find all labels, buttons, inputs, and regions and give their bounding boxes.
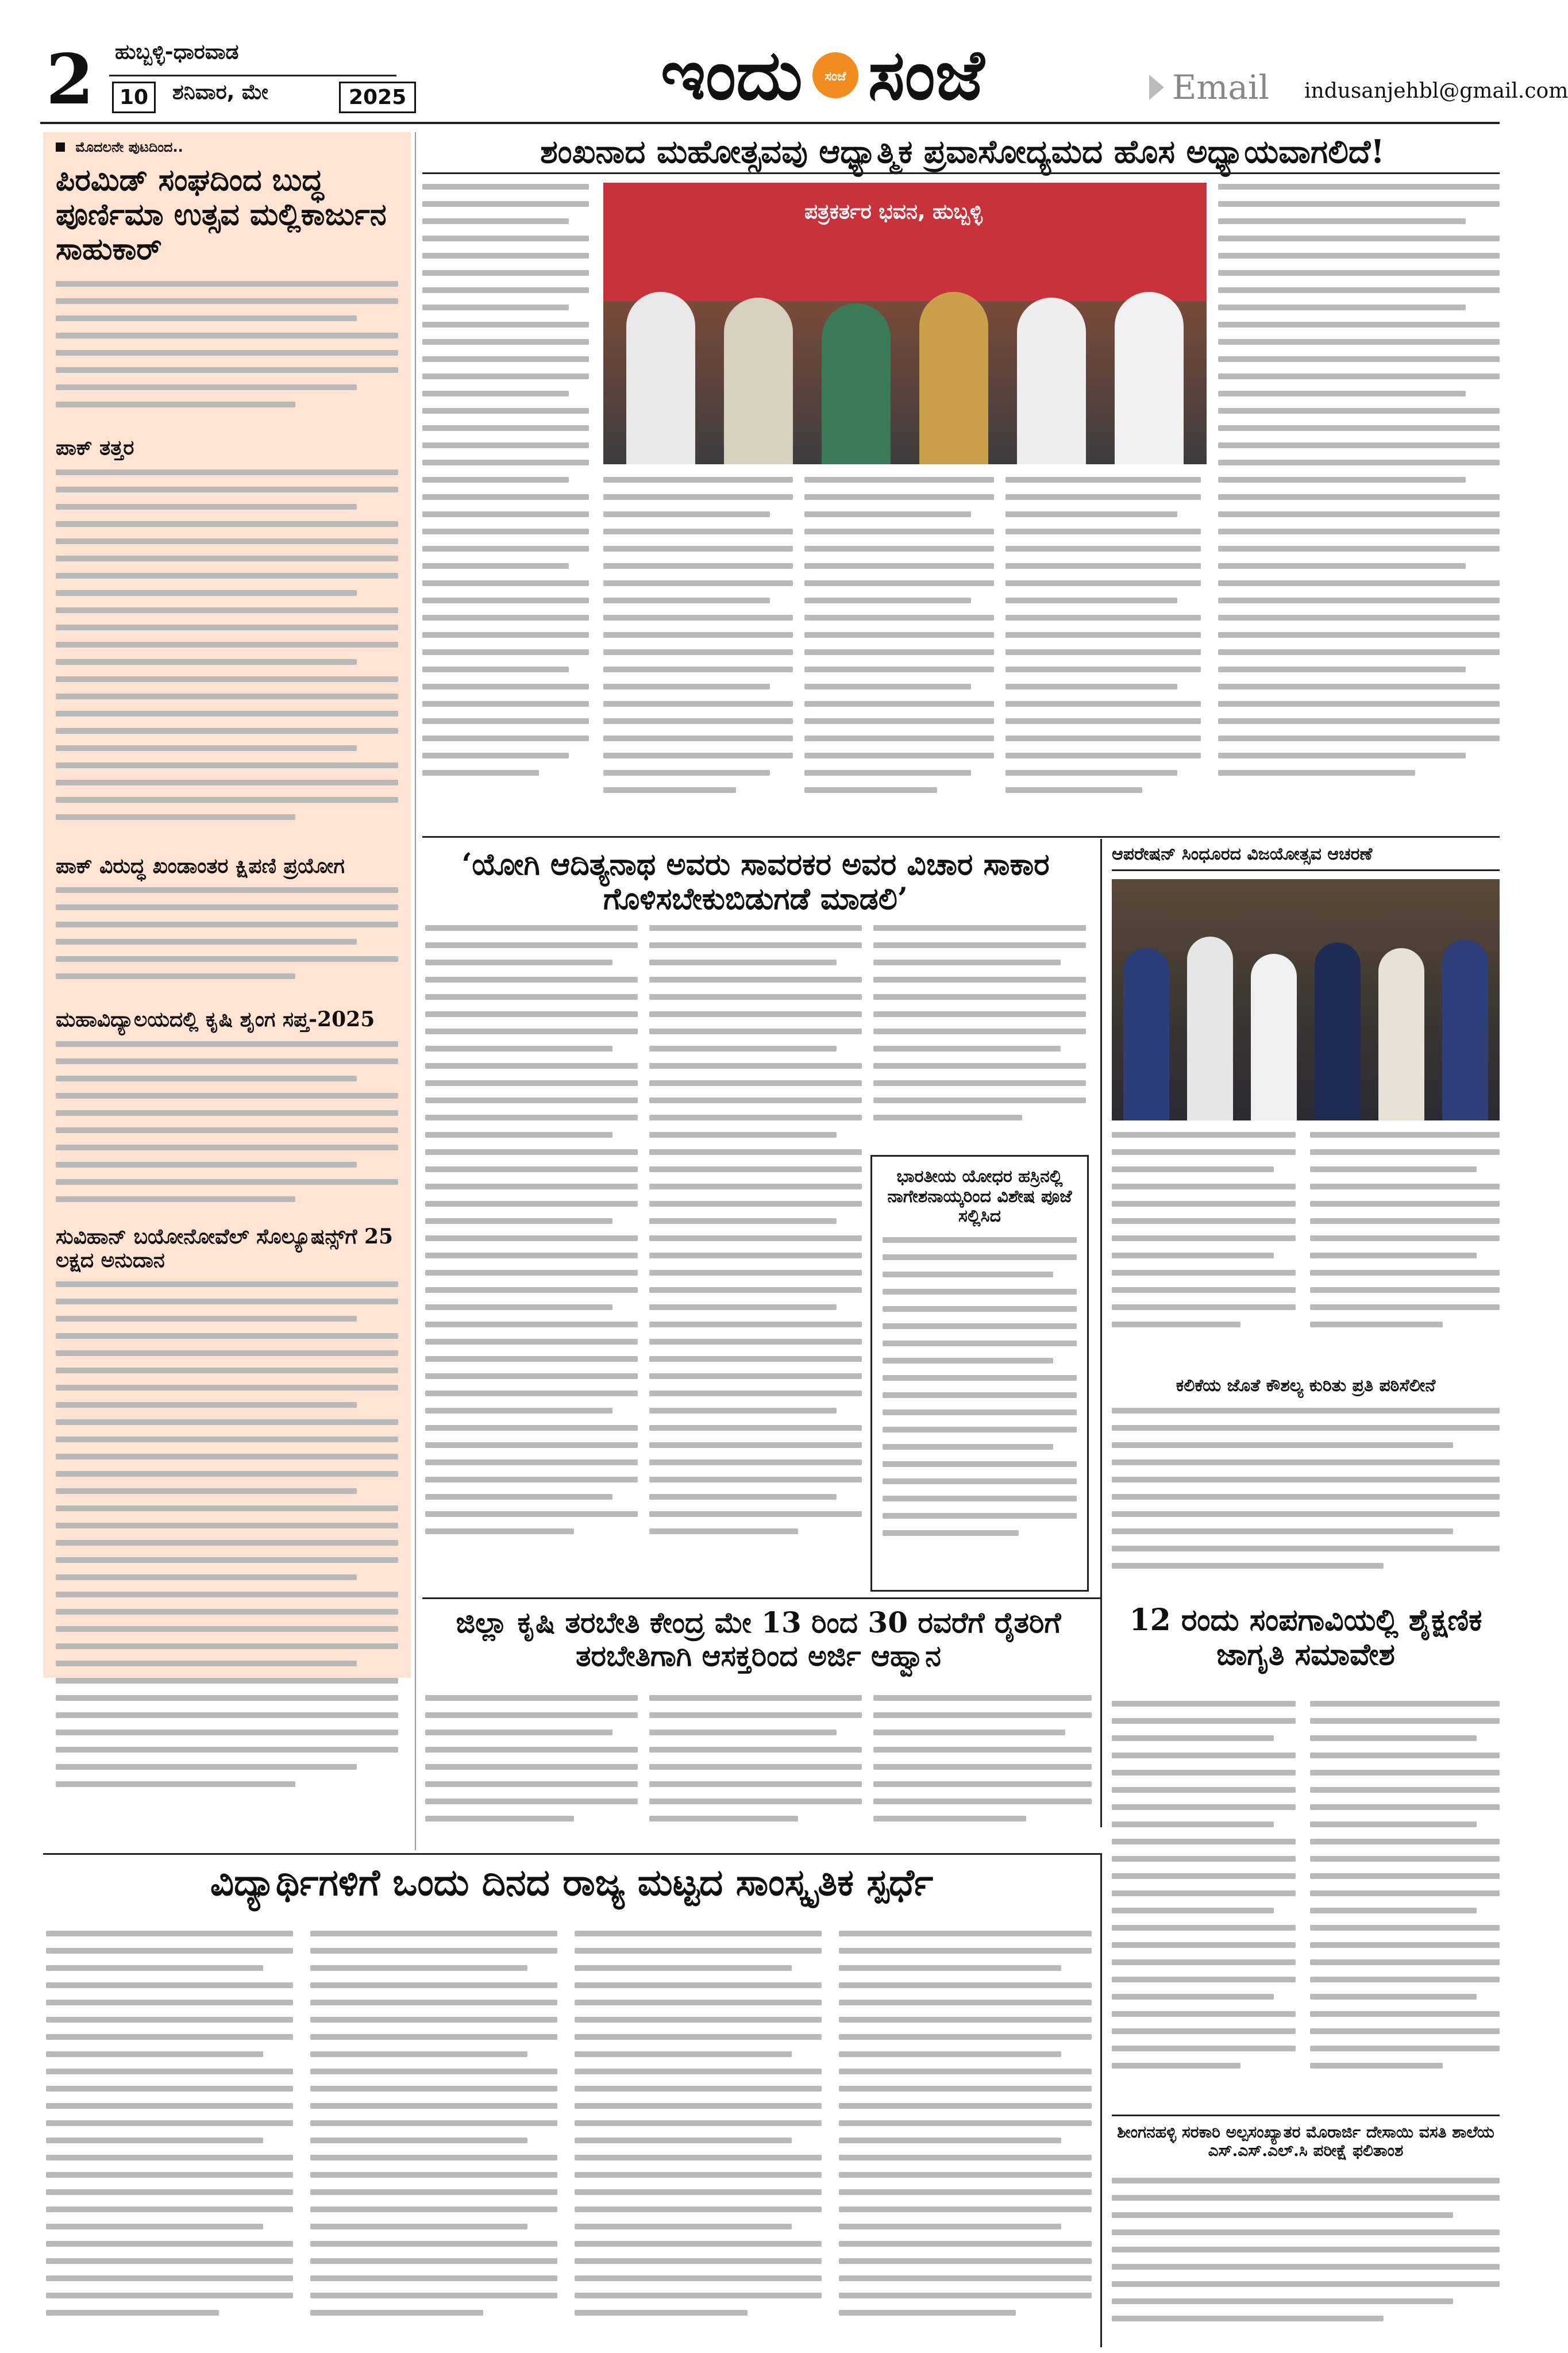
yogi-headline: ‘ಯೋಗಿ ಆದಿತ್ಯನಾಥ ಅವರು ಸಾವರಕರ ಅವರ ವಿಚಾರ ಸಾಕಾರ ಗೊಳಿಸಬೇಕುಬಿಡುಗಡೆ ಮಾಡಲಿ’ <box>461 847 1050 916</box>
mid-rule <box>422 1597 1100 1599</box>
soldiers-body <box>883 1237 1077 1559</box>
school-headline: ಶೀಂಗನಹಳ್ಳಿ ಸರಕಾರಿ ಅಲ್ಪಸಂಖ್ಯಾತರ ಮೊರಾರ್ಜಿ ದೇಸಾಯಿ ವಸತಿ ಶಾಲೆಯ ಎಸ್.ಎಸ್.ಎಲ್.ಸಿ ಪರೀಕ್ಷೆ ಫಲಿತಾಂಶ <box>1117 2123 1494 2161</box>
edu-col1 <box>1112 1701 1296 2103</box>
left-column <box>43 132 411 1678</box>
agri-col3 <box>873 1695 1092 1844</box>
email-label: Email <box>1172 68 1270 107</box>
lead-col3 <box>804 477 994 827</box>
bottom-col3 <box>575 1931 822 2344</box>
edu-headline: 12 ರಂದು ಸಂಪಗಾವಿಯಲ್ಲಿ ಶೈಕ್ಷಣಿಕ ಜಾಗೃತಿ ಸಮಾವೇಶ <box>1129 1603 1482 1672</box>
agri-headline: ಜಿಲ್ಲಾ ಕೃಷಿ ತರಬೇತಿ ಕೇಂದ್ರ ಮೇ 13 ರಿಂದ 30 ರವರೆಗೆ ರೈತರಿಗೆ ತರಬೇತಿಗಾಗಿ ಆಸಕ್ತರಿಂದ ಅರ್ಜಿ ಆಹ್ವಾನ <box>456 1605 1061 1673</box>
paper-logo-icon <box>810 49 861 101</box>
page-number: 2 <box>46 39 94 120</box>
story5-headline: ಸುವಿಹಾನ್ ಬಯೋನೋವೆಲ್ ಸೊಲ್ಯೂಷನ್ಸ್‌ಗೆ 25 ಲಕ್ಷದ ಅನುದಾನ <box>56 1224 394 1272</box>
masthead-left-rule <box>109 75 396 76</box>
story5-body <box>56 1281 398 1810</box>
masthead <box>0 0 1568 138</box>
edition-label: ಹುಬ್ಬಳ್ಳಿ-ಧಾರವಾಡ <box>115 40 239 64</box>
continued-text: ಮೊದಲನೇ ಪುಟದಿಂದ.. <box>75 139 183 155</box>
agri-col2 <box>649 1695 862 1844</box>
story4-headline: ಮಹಾವಿದ್ಯಾಲಯದಲ್ಲಿ ಕೃಷಿ ಶೃಂಗ ಸಪ್ತ-2025 <box>56 1007 375 1032</box>
school-body <box>1112 2178 1500 2344</box>
story2-headline: ಪಾಕ್ ತತ್ತರ <box>56 436 134 460</box>
center-right-divider <box>1100 839 1102 1827</box>
year-label: 2025 <box>339 82 416 113</box>
story1-headline: ಪಿರಮಿಡ್ ಸಂಘದಿಂದ ಬುದ್ಧ ಪೂರ್ಣಿಮಾ ಉತ್ಸವ ಮಲ್ಲಿಕಾರ್ಜುನ ಸಾಹುಕಾರ್ <box>56 163 387 267</box>
soldiers-box <box>870 1155 1089 1592</box>
soldiers-headline: ಭಾರತೀಯ ಯೋಧರ ಹಸ್ರಿನಲ್ಲಿ ನಾಗೇಶನಾಯ್ಕರಿಂದ ವಿಶೇಷ ಪೂಜೆ ಸಲ್ಲಿಸಿದ <box>887 1166 1072 1226</box>
sindoor-col2 <box>1310 1132 1500 1356</box>
bottom-col4 <box>839 1931 1092 2344</box>
lead-col5 <box>1218 184 1500 827</box>
date-weekday: ಶನಿವಾರ, ಮೇ <box>172 80 268 104</box>
story3-headline: ಪಾಕ್ ವಿರುದ್ಧ ಖಂಡಾಂತರ ಕ್ಷಿಪಣಿ ಪ್ರಯೋಗ <box>56 853 345 878</box>
bottom-right-divider <box>1100 1853 1102 2347</box>
paper-name <box>661 34 984 116</box>
agri-col1 <box>425 1695 638 1844</box>
story4-body <box>56 1041 398 1219</box>
lead-photo-people <box>626 275 1184 464</box>
masthead-bottom-rule <box>40 122 1500 124</box>
story1-body <box>56 281 398 430</box>
lead-col1 <box>422 184 589 827</box>
skills-headline: ಕಲಿಕೆಯ ಜೊತೆ ಕೌಶಲ್ಯ ಕುರಿತು ಪ್ರತಿ ಪಠಿಸೆಲೀನೆ <box>1176 1376 1436 1396</box>
email-arrow-icon <box>1149 75 1164 100</box>
lead-headline: ಶಂಖನಾದ ಮಹೋತ್ಸವವು ಆಧ್ಯಾತ್ಮಿಕ ಪ್ರವಾಸೋದ್ಯಮದ ಹೊಸ ಅಧ್ಯಾಯವಾಗಲಿದೆ! <box>540 133 1385 171</box>
edu-col2 <box>1310 1701 1500 2103</box>
left-column-divider <box>415 132 416 1850</box>
lead-photo-banner: ಪತ್ರಕರ್ತರ ಭವನ, ಹುಬ್ಬಳ್ಳಿ <box>804 200 983 224</box>
bottom-banner-rule <box>43 1853 1100 1855</box>
sindoor-photo <box>1112 879 1500 1120</box>
date-day: 10 <box>112 82 156 113</box>
lead-col2 <box>603 477 793 827</box>
story3-body <box>56 887 398 1002</box>
paper-name-right: ಸಂಜೆ <box>868 34 985 115</box>
sindoor-col1 <box>1112 1132 1296 1356</box>
lead-photo <box>603 183 1207 464</box>
skills-body <box>1112 1408 1500 1592</box>
yogi-col2 <box>649 925 862 1586</box>
story2-body <box>56 469 398 849</box>
sindoor-label: ಆಪರೇಷನ್ ಸಿಂಧೂರದ ವಿಜಯೋತ್ಸವ ಆಚರಣೆ <box>1112 845 1500 871</box>
yogi-col3 <box>873 925 1086 1149</box>
yogi-col1 <box>425 925 638 1586</box>
paper-name-left: ಇಂದು <box>661 34 803 115</box>
lead-headline-rule <box>422 172 1500 174</box>
school-top-rule <box>1112 2115 1500 2116</box>
bottom-col1 <box>46 1931 293 2344</box>
lead-col4 <box>1005 477 1201 827</box>
sindoor-photo-people <box>1123 925 1488 1120</box>
bottom-banner-headline: ವಿದ್ಯಾರ್ಥಿಗಳಿಗೆ ಒಂದು ದಿನದ ರಾಜ್ಯ ಮಟ್ಟದ ಸಾಂಸ್ಕೃತಿಕ ಸ್ಪರ್ಧೆ <box>210 1861 934 1904</box>
lead-bottom-rule <box>422 836 1500 838</box>
email-value[interactable]: indusanjehbl@gmail.com <box>1304 79 1568 103</box>
square-bullet-icon <box>56 143 65 152</box>
continued-label <box>56 139 398 155</box>
paper-logo-text: ಸಂಜೆ <box>825 70 846 84</box>
bottom-col2 <box>310 1931 557 2344</box>
